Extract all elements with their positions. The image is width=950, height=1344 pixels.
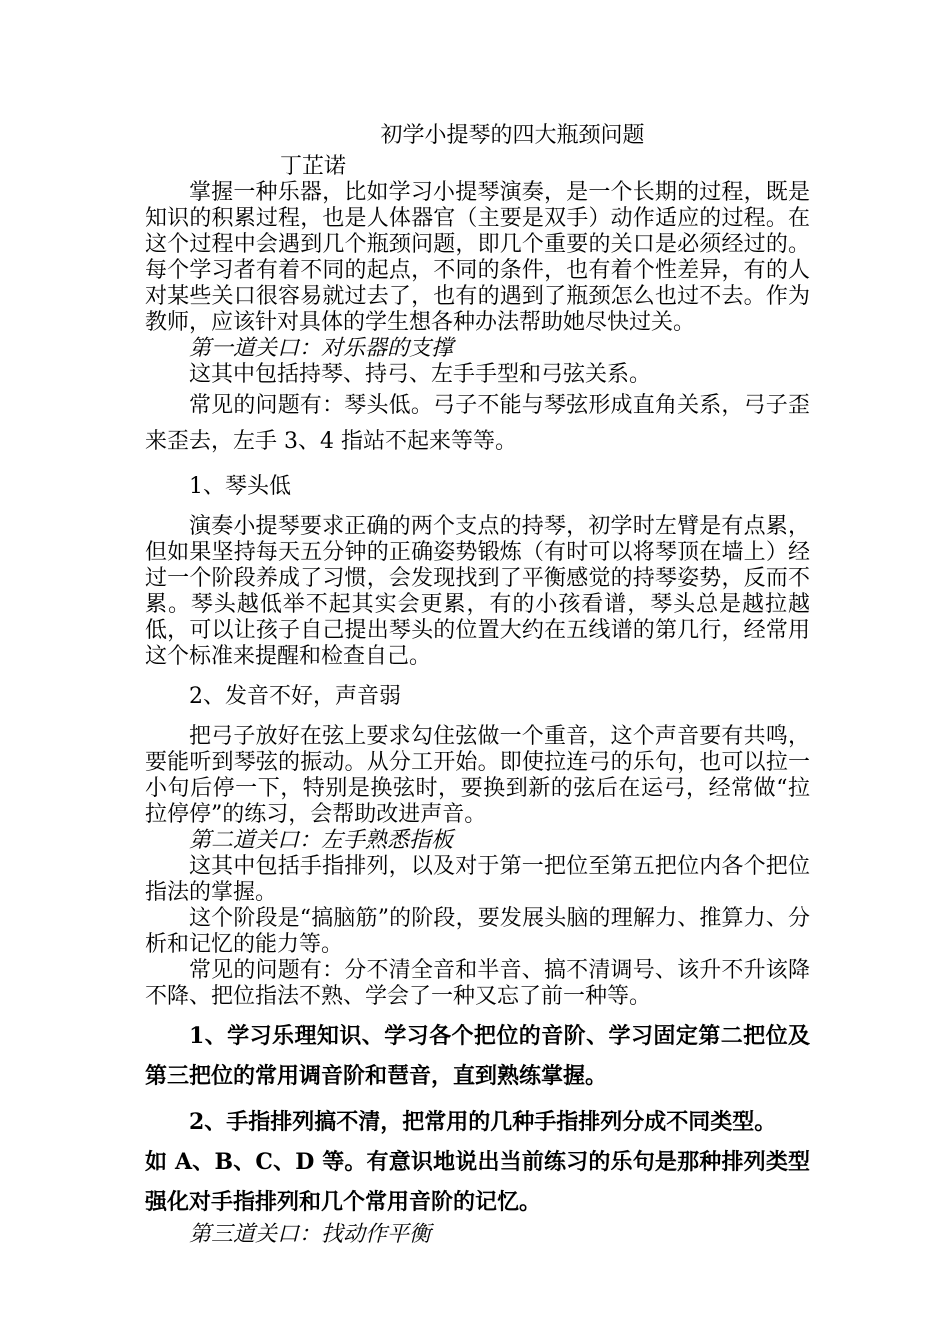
section2-paragraph-2: 这个阶段是“搞脑筋”的阶段，要发展头脑的理解力、推算力、分析和记忆的能力等。 [145, 906, 810, 957]
document-page [145, 118, 810, 1248]
section1-item1-title: 1、琴头低 [189, 474, 291, 499]
spacer [145, 500, 810, 514]
section2-heading: 第二道关口：左手熟悉指板 [189, 828, 454, 853]
document-title: 初学小提琴的四大瓶颈问题 [380, 123, 645, 148]
section2-item2: 2、手指排列搞不清，把常用的几种手指排列分成不同类型。 [189, 1109, 777, 1135]
spacer [145, 710, 810, 724]
section1-item1-text: 演奏小提琴要求正确的两个支点的持琴，初学时左臂是有点累，但如果坚持每天五分钟的正确姿势锻炼（有时可以将琴顶在墙上）经过一个阶段养成了习惯，会发现找到了平衡感觉的持琴姿势，反而不累。琴头越低举不起其实会更累，有的小孩看谱，琴头总是越拉越低，可以让孩子自己提出琴头的位置大约在五线谱的第几行，经常用这个标准来提醒和检查自己。 [145, 514, 810, 669]
section2-paragraph-1: 这其中包括手指排列，以及对于第一把位至第五把位内各个把位指法的掌握。 [145, 854, 810, 905]
document-author: 丁芷诺 [280, 154, 347, 179]
section2-item1: 1、学习乐理知识、学习各个把位的音阶、学习固定第二把位及第三把位的常用调音阶和琶音，直到熟练掌握。 [145, 1023, 810, 1089]
section1-item2-title: 2、发音不好，声音弱 [189, 684, 401, 709]
section2-item2-continuation: 如 A、B、C、D 等。有意识地说出当前练习的乐句是那种排列类型强化对手指排列和几个常用音阶的记忆。 [145, 1149, 810, 1215]
section1-heading: 第一道关口：对乐器的支撑 [189, 336, 454, 361]
spacer [145, 670, 810, 684]
section1-paragraph-1: 这其中包括持琴、持弓、左手手型和弓弦关系。 [189, 362, 652, 387]
intro-paragraph: 掌握一种乐器，比如学习小提琴演奏，是一个长期的过程，既是知识的积累过程，也是人体器官（主要是双手）动作适应的过程。在这个过程中会遇到几个瓶颈问题，即几个重要的关口是必须经过的。每个学习者有着不同的起点，不同的条件，也有着个性差异，有的人对某些关口很容易就过去了，也有的遇到了瓶颈怎么也过不去。作为教师，应该针对具体的学生想各种办法帮助她尽快过关。 [145, 180, 810, 335]
spacer [145, 460, 810, 474]
section3-heading: 第三道关口：找动作平衡 [189, 1222, 432, 1247]
section1-item2-text: 把弓子放好在弦上要求勾住弦做一个重音，这个声音要有共鸣，要能听到琴弦的振动。从分工开始。即使拉连弓的乐句，也可以拉一小句后停一下，特别是换弦时，要换到新的弦后在运弓，经常做“拉拉停停”的练习，会帮助改进声音。 [145, 724, 810, 827]
section1-paragraph-2: 常见的问题有：琴头低。弓子不能与琴弦形成直角关系，弓子歪来歪去，左手 3、4 指站不起来等等。 [145, 393, 810, 454]
section2-paragraph-3: 常见的问题有：分不清全音和半音、搞不清调号、该升不升该降不降、把位指法不熟、学会了一种又忘了前一种等。 [145, 958, 810, 1009]
